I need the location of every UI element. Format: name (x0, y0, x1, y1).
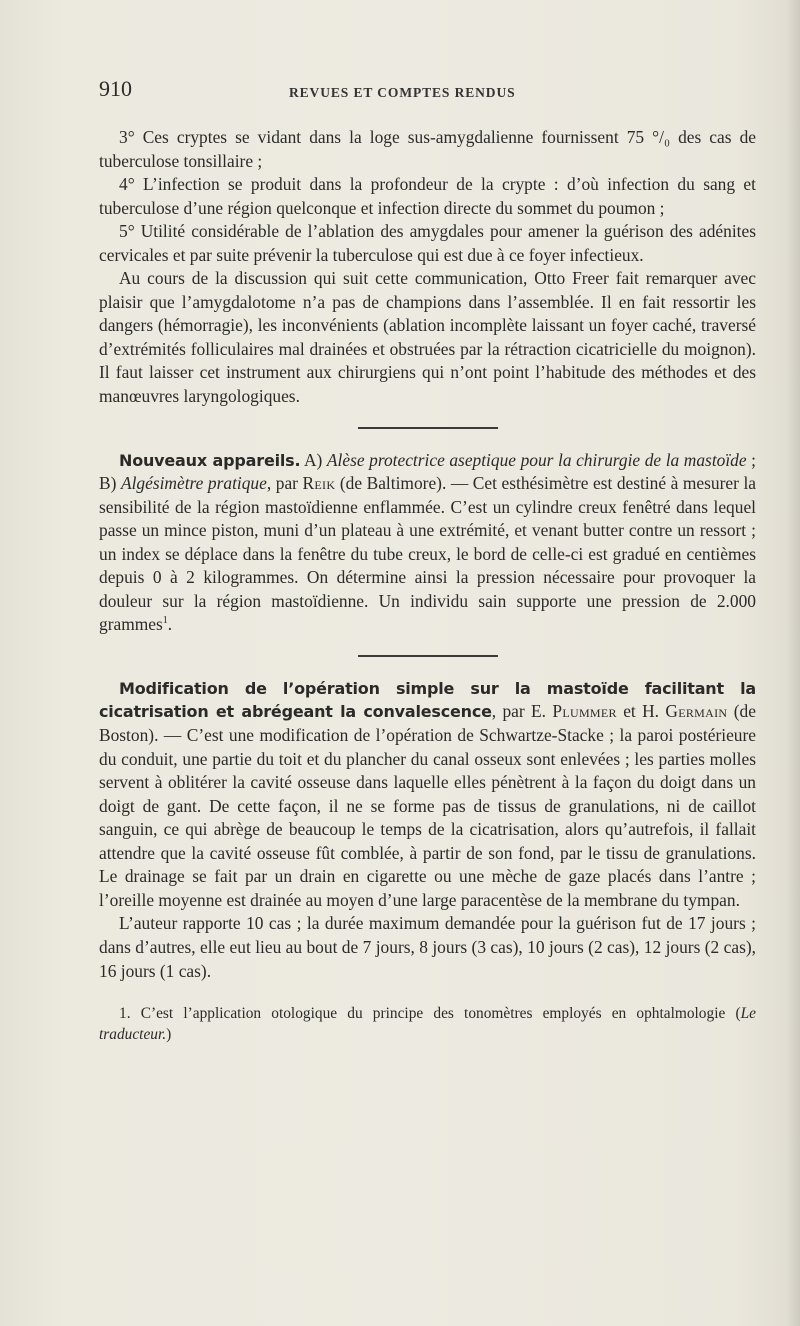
section-title: Nouveaux appareils. (119, 450, 301, 470)
author-origin: (de Baltimore). (335, 473, 447, 494)
footnote-mark: 1 (162, 615, 168, 627)
body-text (99, 126, 756, 983)
section-divider (358, 655, 498, 657)
by-text: , par E. (491, 701, 553, 722)
footnote-italic: Le traducteur. (99, 1005, 756, 1044)
author-name: Reik (302, 473, 336, 494)
section-title: Modification de l’opération simple sur la mastoïde facilitant la cicatrisation et abrégeant la convalescence (99, 678, 756, 722)
footnote (99, 1003, 756, 1045)
page-shadow (786, 0, 800, 1326)
paragraph-3: 3° Ces cryptes se vidant dans la loge sus-amygdalienne fournissent 75 °/₀ des cas de tuberculose tonsillaire ; (99, 127, 756, 171)
section-body: (de Boston). — C’est une modification de l’opération de Schwartze-Stacke ; la paroi postérieure du conduit, une partie du toit et du plancher du canal osseux sont enlevées ; les parties molles servent à oblitérer la cavité osseuse dans laquelle elles pénètrent à la façon du doigt dans un doigt de gant. De cette façon, il ne se forme pas de tissus de granulations, ni de caillot sanguin, ce qui abrège de beaucoup le temps de la cicatrisation, alors qu’autrefois, il fallait attendre que la cavité osseuse fût comblée, à partir de son fond, par le tissu de granulations. Le drainage se fait par un drain en cigarette ou une mèche de gaze placés dans l’antre ; l’oreille moyenne est drainée au moyen d’une large paracentèse de la membrane du tympan. (99, 701, 756, 910)
footnote-text: 1. C’est l’application otologique du principe des tonomètres employés en ophtalmologie ( (119, 1005, 741, 1023)
page-header (99, 76, 756, 106)
section-end: . (167, 614, 173, 635)
section-body: — Cet esthésimètre est destiné à mesurer la sensibilité de la région mastoïdienne enflammée. C’est un cylindre creux fenêtré dans lequel passe un mince piston, muni d’un plateau à une extrémité, et venant butter contre un ressort ; un index se déplace dans la fenêtre du tube creux, le bord de celle-ci est gradué en centièmes depuis 0 à 2 kilogrammes. On détermine ainsi la pression nécessaire pour provoquer la douleur sur la région mastoïdienne. Un individu sain supporte une pression de 2.000 grammes (99, 473, 757, 635)
item-b: Algésimètre pratique (120, 473, 267, 494)
paragraph-cases: L’auteur rapporte 10 cas ; la durée maximum demandée pour la guérison fut de 17 jours ; dans d’autres, elle eut lieu au bout de 7 jours, 8 jours (3 cas), 10 jours (2 cas), 12 jours (2 cas), 16 jours (1 cas). (99, 913, 756, 981)
page-number: 910 (99, 76, 132, 101)
by-text: , par (266, 473, 303, 494)
running-head: REVUES ET COMPTES RENDUS (289, 85, 516, 100)
item-a: Alèse protectrice aseptique pour la chirurgie de la mastoïde (326, 449, 747, 470)
author-name: Plummer (552, 701, 617, 722)
and-text: et H. (616, 701, 666, 722)
paragraph-4: 4° L’infection se produit dans la profondeur de la crypte : d’où infection du sang et tuberculose d’une région quelconque et infection directe du sommet du poumon ; (99, 174, 756, 218)
paragraph-5: 5° Utilité considérable de l’ablation des amygdales pour amener la guérison des adénites cervicales et par suite prévenir la tuberculose qui est due à ce foyer infectieux. (99, 221, 756, 265)
label-b: ; B) (99, 449, 756, 494)
section-modification (99, 677, 756, 912)
section-divider (358, 427, 498, 429)
label-a: A) (300, 449, 327, 470)
paragraph-discussion: Au cours de la discussion qui suit cette communication, Otto Freer fait remarquer avec plaisir que l’amygdalotome n’a pas de champions dans l’assemblée. Il en fait ressortir les dangers (hémorragie), les inconvénients (ablation incomplète laissant un foyer caché, traversé d’extrémités folliculaires mal drainées et obstruées par la rétraction cicatricielle du moignon). Il faut laisser cet instrument aux chirurgiens qui n’ont point l’habitude des méthodes et des manœuvres laryngologiques. (99, 268, 756, 407)
author-name: Germain (665, 701, 728, 722)
section-appareils (99, 449, 756, 637)
footnote-close: ) (166, 1026, 172, 1044)
